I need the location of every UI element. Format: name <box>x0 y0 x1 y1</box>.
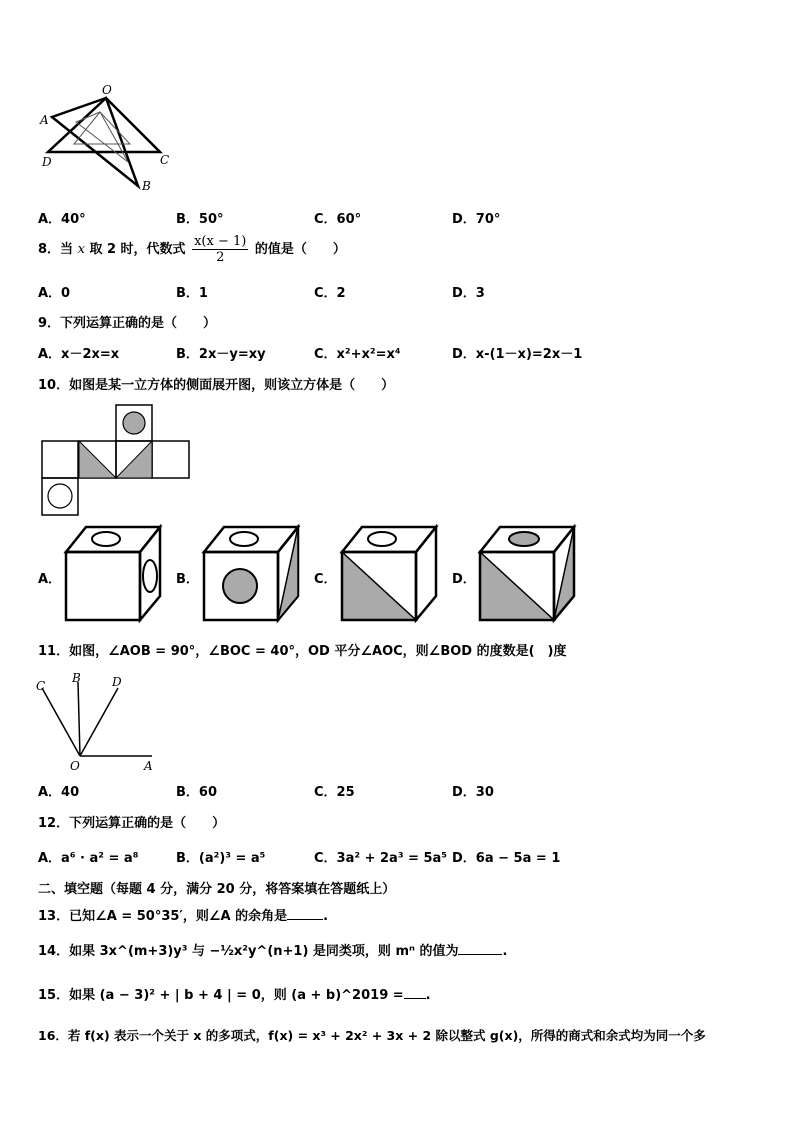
net-bottom-circle <box>48 484 72 508</box>
q11-stem: 11．如图，∠AOB = 90°，∠BOC = 40°，OD 平分∠AOC，则∠BOD 的度数是( )度 <box>38 644 567 659</box>
triangle-oab <box>52 98 138 186</box>
q8-frac-num: x(x − 1) <box>194 234 247 249</box>
net-top-circle <box>123 412 145 434</box>
q10-option-c[interactable]: C． <box>314 572 337 587</box>
q10-cube-net <box>40 404 192 518</box>
label-d: D <box>42 155 52 169</box>
q8-option-b[interactable]: B．1 <box>176 286 208 301</box>
q7-option-d[interactable]: D．70° <box>452 212 501 227</box>
net-tri-2 <box>116 441 152 478</box>
label-b: B <box>142 179 151 193</box>
q8-option-c[interactable]: C．2 <box>314 286 346 301</box>
q14-line <box>38 940 507 959</box>
q15-line <box>38 984 431 1003</box>
q13-line <box>38 905 328 924</box>
q7-option-b[interactable]: B．50° <box>176 212 224 227</box>
net-tri-1 <box>79 441 116 478</box>
label-c: C <box>160 153 170 167</box>
q15-end: . <box>425 988 431 1003</box>
q10-option-b[interactable]: B． <box>176 572 199 587</box>
q11-option-a[interactable]: A．40 <box>38 785 80 800</box>
q14-answer-blank[interactable] <box>458 944 502 955</box>
q7-option-a[interactable]: A．40° <box>38 212 86 227</box>
q10-cube-d <box>476 524 580 624</box>
q11-option-b[interactable]: B．60 <box>176 785 217 800</box>
q7-option-c[interactable]: C．60° <box>314 212 362 227</box>
q14-end: . <box>502 944 508 959</box>
label-c: C <box>36 679 46 693</box>
net-face-4 <box>152 441 189 478</box>
q11-option-d[interactable]: D．30 <box>452 785 494 800</box>
label-d: D <box>112 675 122 689</box>
q9-option-a[interactable]: A．x－2x=x <box>38 347 120 362</box>
q12-option-c[interactable]: C．3a² + 2a³ = 5a⁵ <box>314 851 447 866</box>
q13-answer-blank[interactable] <box>287 909 323 920</box>
q14-text: 14．如果 3x^(m+3)y³ 与 −½x²y^(n+1) 是同类项，则 mⁿ 的值为 <box>38 944 459 959</box>
q11-option-c[interactable]: C．25 <box>314 785 355 800</box>
label-o: O <box>70 759 80 773</box>
q12-stem: 12．下列运算正确的是（ ） <box>38 816 226 831</box>
q10-option-a[interactable]: A． <box>38 572 62 587</box>
q7-triangle-figure <box>36 82 186 197</box>
q8-prefix: 8．当 <box>38 242 74 257</box>
q10-stem: 10．如图是某一立方体的侧面展开图，则该立方体是（ ） <box>38 378 395 393</box>
q8-mid: 取 2 时，代数式 <box>89 242 186 257</box>
q13-end: . <box>323 909 329 924</box>
q8-fraction <box>192 234 248 265</box>
label-a: A <box>40 113 49 127</box>
q13-text: 13．已知∠A = 50°35′，则∠A 的余角是 <box>38 909 288 924</box>
q12-option-b[interactable]: B．(a²)³ = a⁵ <box>176 851 266 866</box>
q10-cube-c <box>338 524 442 624</box>
q9-option-b[interactable]: B．2x－y=xy <box>176 347 266 362</box>
q8-stem <box>38 234 346 265</box>
q15-answer-blank[interactable] <box>404 988 426 999</box>
q10-cube-b <box>200 524 304 624</box>
q9-option-d[interactable]: D．x-(1－x)=2x－1 <box>452 347 583 362</box>
label-a: A <box>144 759 153 773</box>
net-face-1 <box>42 441 78 478</box>
q15-text: 15．如果 (a − 3)² + | b + 4 | = 0，则 (a + b)^2019 = <box>38 988 404 1003</box>
q9-stem: 9．下列运算正确的是（ ） <box>38 316 217 331</box>
section2-title: 二、填空题（每题 4 分，满分 20 分，将答案填在答题纸上） <box>38 882 396 897</box>
q10-cube-a <box>62 524 166 624</box>
q9-option-c[interactable]: C．x²+x²=x⁴ <box>314 347 401 362</box>
q8-option-a[interactable]: A．0 <box>38 286 71 301</box>
q11-angle-figure <box>30 668 160 774</box>
q8-frac-den: 2 <box>216 250 225 265</box>
label-b: B <box>72 671 81 685</box>
q10-option-d[interactable]: D． <box>452 572 476 587</box>
q8-option-d[interactable]: D．3 <box>452 286 485 301</box>
q8-var: x <box>77 242 85 257</box>
label-o: O <box>102 83 112 97</box>
q12-option-a[interactable]: A．a⁶ · a² = a⁸ <box>38 851 139 866</box>
q12-option-d[interactable]: D．6a − 5a = 1 <box>452 851 561 866</box>
q16-stem: 16．若 f(x) 表示一个关于 x 的多项式，f(x) = x³ + 2x² + 3x + 2 除以整式 g(x)，所得的商式和余式均为同一个多 <box>38 1028 706 1043</box>
q8-suffix: 的值是（ ） <box>254 242 346 257</box>
